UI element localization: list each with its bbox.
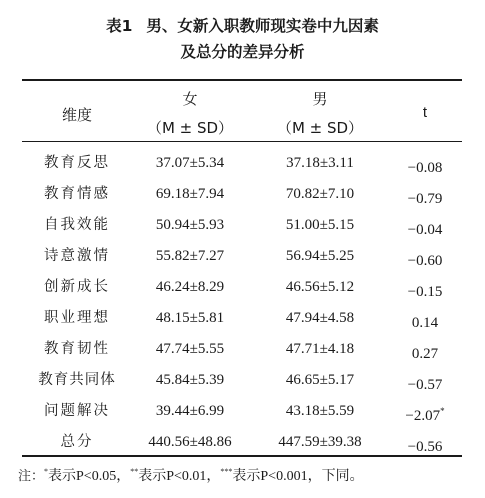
- table-row: [22, 179, 462, 210]
- table-label: 表1: [106, 17, 133, 35]
- cell-male: 37.18±3.11: [286, 155, 354, 171]
- cell-female: 37.07±5.34: [155, 155, 225, 171]
- top-rule: [22, 79, 462, 81]
- table-row: [22, 210, 462, 241]
- note-text-1: 表示P<0.05，: [48, 469, 131, 484]
- cell-male: 447.59±39.38: [278, 434, 362, 450]
- header-dimension: 维度: [61, 106, 92, 124]
- table-row: [22, 427, 462, 458]
- table-body: [22, 148, 462, 458]
- table-caption: [0, 14, 485, 36]
- cell-female: 440.56±48.86: [148, 434, 232, 450]
- significance-mark: *: [440, 406, 445, 416]
- table-footnote: [18, 465, 364, 485]
- cell-female: 46.24±8.29: [155, 279, 225, 295]
- table-row: [22, 148, 462, 179]
- note-prefix: 注：: [18, 469, 45, 484]
- cell-dimension: 自我效能: [44, 217, 110, 233]
- cell-dimension: 问题解决: [44, 403, 110, 419]
- note-star-1: *: [44, 467, 49, 476]
- cell-male: 70.82±7.10: [285, 186, 355, 202]
- cell-male: 51.00±5.15: [285, 217, 355, 233]
- table-row: [22, 334, 462, 365]
- table-row: [22, 303, 462, 334]
- cell-dimension: 教育反思: [44, 155, 110, 171]
- table-row: [22, 272, 462, 303]
- table-row: [22, 365, 462, 396]
- cell-female: 47.74±5.55: [155, 341, 225, 357]
- table-row: [22, 241, 462, 272]
- cell-dimension: 教育共同体: [38, 372, 116, 388]
- cell-male: 47.94±4.58: [285, 310, 355, 326]
- t-value: −0.79: [407, 191, 443, 207]
- t-value: −0.57: [407, 377, 443, 393]
- bottom-rule: [22, 455, 462, 457]
- note-star-3: ***: [220, 467, 233, 476]
- note-text-3: 表示P<0.001，下同。: [232, 469, 364, 484]
- cell-male: 47.71±4.18: [285, 341, 355, 357]
- cell-t: [385, 427, 465, 463]
- header-rule: [22, 141, 462, 142]
- header-male: 男: [312, 90, 328, 108]
- cell-female: 48.15±5.81: [155, 310, 225, 326]
- cell-dimension: 职业理想: [44, 310, 110, 326]
- cell-female: 55.82±7.27: [155, 248, 225, 264]
- t-value: 0.27: [411, 346, 439, 362]
- t-value: −0.60: [407, 253, 443, 269]
- cell-dimension: 创新成长: [44, 279, 110, 295]
- header-female-sub: （M ± SD）: [146, 119, 234, 137]
- cell-male: 56.94±5.25: [285, 248, 355, 264]
- cell-female: 45.84±5.39: [155, 372, 225, 388]
- header-female: 女: [182, 90, 198, 108]
- t-value: −0.15: [407, 284, 443, 300]
- cell-male: 46.65±5.17: [285, 372, 355, 388]
- cell-dimension: 诗意激情: [44, 248, 110, 264]
- cell-female: 69.18±7.94: [155, 186, 225, 202]
- table-row: [22, 396, 462, 427]
- cell-male: 43.18±5.59: [285, 403, 355, 419]
- cell-female: 50.94±5.93: [155, 217, 225, 233]
- note-text-2: 表示P<0.01，: [138, 469, 221, 484]
- table-title-line-1: 男、女新入职教师现实卷中九因素: [146, 17, 379, 35]
- note-star-2: **: [130, 467, 139, 476]
- t-value: −0.56: [407, 439, 443, 455]
- header-t: t: [422, 104, 428, 121]
- cell-dimension: 教育情感: [44, 186, 110, 202]
- cell-male: 46.56±5.12: [285, 279, 355, 295]
- t-value: 0.14: [411, 315, 439, 331]
- t-value: −0.04: [407, 222, 443, 238]
- t-value: −2.07: [405, 408, 441, 424]
- t-value: −0.08: [407, 160, 443, 176]
- cell-female: 39.44±6.99: [155, 403, 225, 419]
- table-title-line-2: 及总分的差异分析: [180, 43, 305, 61]
- cell-dimension: 教育韧性: [44, 341, 110, 357]
- cell-dimension: 总分: [60, 434, 94, 450]
- header-male-sub: （M ± SD）: [276, 119, 364, 137]
